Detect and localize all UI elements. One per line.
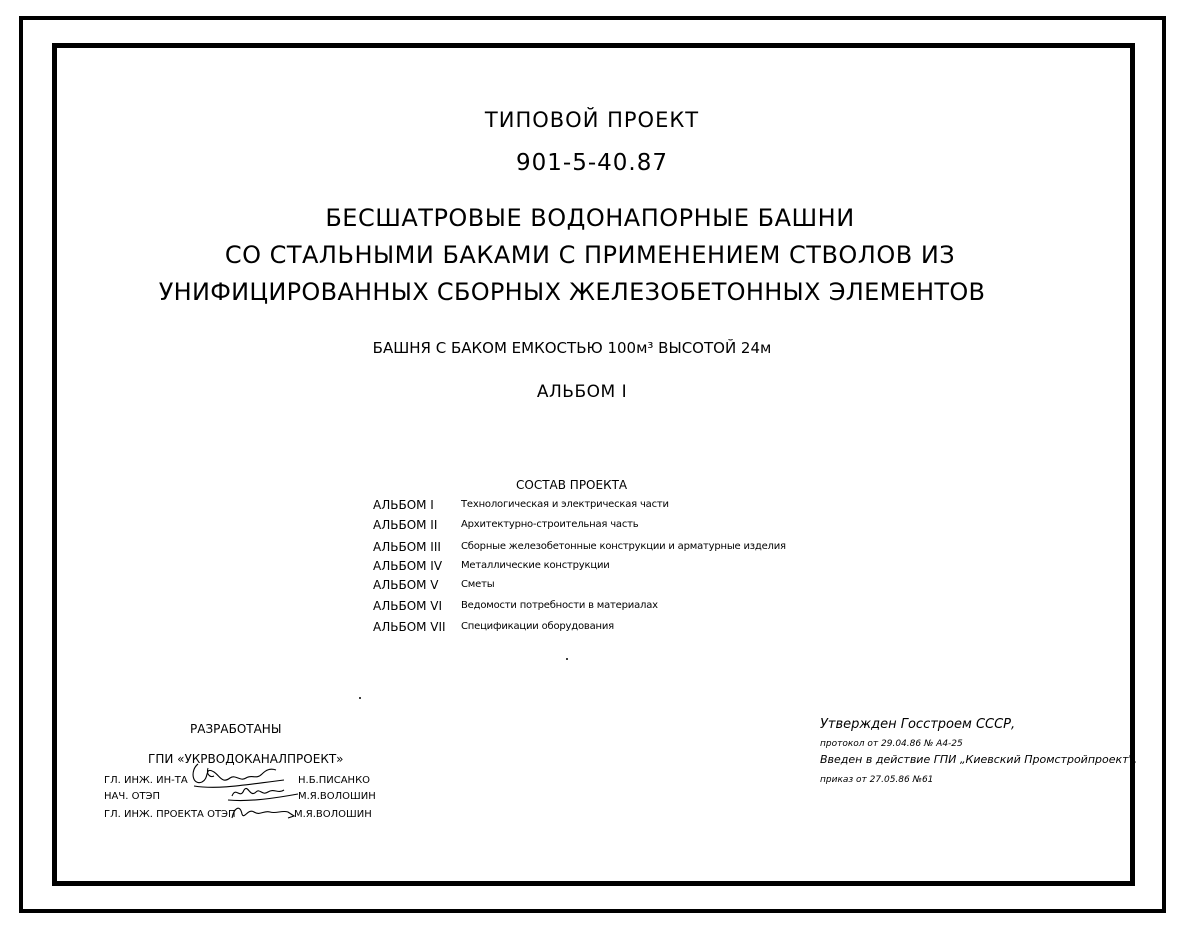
composition-description: Сборные железобетонные конструкции и арматурные изделия [461, 541, 786, 552]
title-line-2: СО СТАЛЬНЫМИ БАКАМИ С ПРИМЕНЕНИЕМ СТВОЛОВ ИЗ [224, 241, 956, 269]
developer-organization: ГПИ «УКРВОДОКАНАЛПРОЕКТ» [148, 752, 344, 766]
signatory-role: ГЛ. ИНЖ. ИН-ТА [104, 775, 188, 786]
signatory-role: ГЛ. ИНЖ. ПРОЕКТА ОТЭП [104, 809, 236, 820]
composition-album: АЛЬБОМ I [373, 498, 434, 512]
composition-description: Металлические конструкции [461, 560, 610, 571]
composition-description: Архитектурно-строительная часть [461, 519, 639, 530]
stray-dot [359, 697, 361, 699]
composition-description: Технологическая и электрическая части [461, 499, 669, 510]
composition-album: АЛЬБОМ VII [373, 620, 446, 634]
approval-protocol: протокол от 29.04.86 № А4-25 [820, 739, 963, 749]
composition-album: АЛЬБОМ II [373, 518, 438, 532]
title-line-1: БЕСШАТРОВЫЕ ВОДОНАПОРНЫЕ БАШНИ [325, 204, 855, 232]
composition-album: АЛЬБОМ IV [373, 559, 443, 573]
project-type-heading: ТИПОВОЙ ПРОЕКТ [484, 108, 700, 132]
developed-by-label: РАЗРАБОТАНЫ [190, 722, 282, 736]
composition-title: СОСТАВ ПРОЕКТА [516, 478, 628, 492]
album-label: АЛЬБОМ I [536, 382, 628, 402]
title-line-3: УНИФИЦИРОВАННЫХ СБОРНЫХ ЖЕЛЕЗОБЕТОННЫХ ЭЛЕМЕНТОВ [158, 278, 986, 306]
signatory-name: М.Я.ВОЛОШИН [294, 809, 372, 820]
composition-album: АЛЬБОМ VI [373, 599, 443, 613]
composition-description: Спецификации оборудования [461, 621, 614, 632]
composition-album: АЛЬБОМ V [373, 578, 439, 592]
tower-subtitle: БАШНЯ С БАКОМ ЕМКОСТЬЮ 100м³ ВЫСОТОЙ 24м [372, 339, 772, 357]
approval-line-3: Введен в действие ГПИ „Киевский Промстройпроект", [820, 753, 1138, 766]
stray-dot [566, 658, 568, 660]
signatory-name: Н.Б.ПИСАНКО [298, 775, 371, 786]
signature-project-engineer [226, 800, 298, 824]
approval-line-1: Утвержден Госстроем СССР, [820, 717, 1016, 732]
project-number: 901-5-40.87 [516, 150, 668, 176]
composition-description: Ведомости потребности в материалах [461, 600, 658, 611]
signatory-name: М.Я.ВОЛОШИН [298, 791, 376, 802]
signatory-role: НАЧ. ОТЭП [104, 791, 161, 802]
approval-order: приказ от 27.05.86 №61 [820, 775, 934, 785]
composition-description: Сметы [461, 579, 495, 590]
composition-album: АЛЬБОМ III [373, 540, 441, 554]
